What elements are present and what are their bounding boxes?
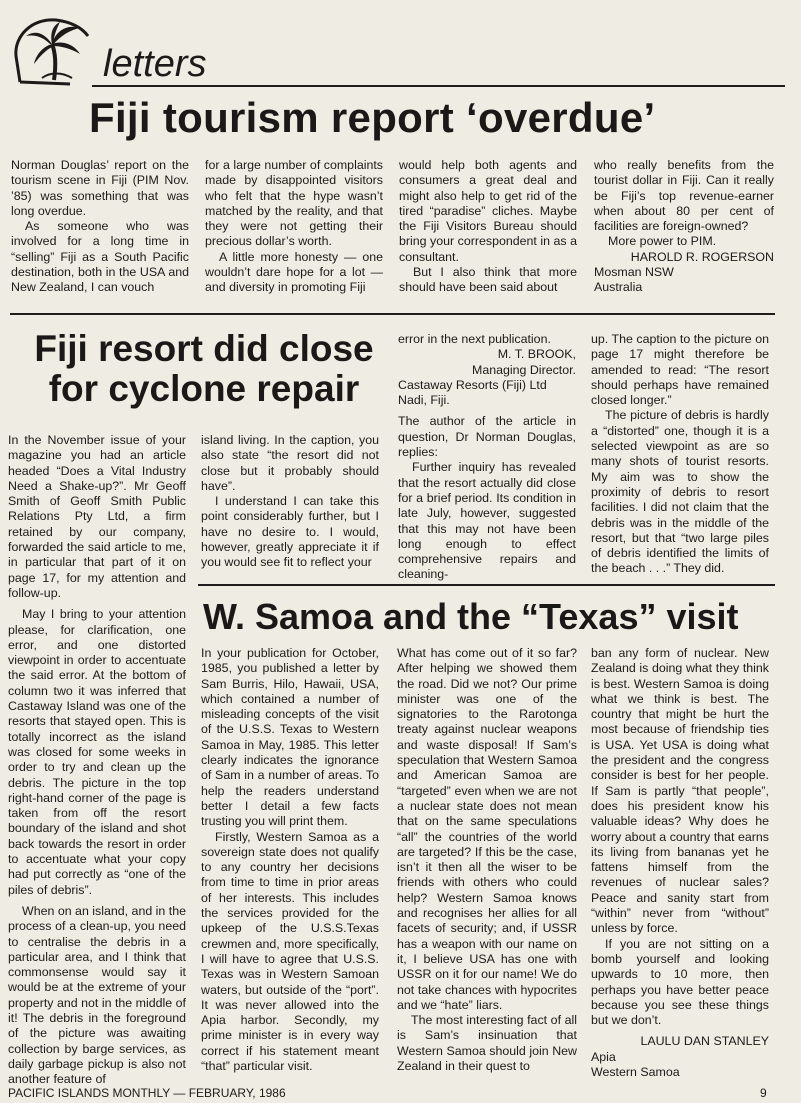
signature-line: Apia [591,1049,616,1064]
page-number: 9 [760,1086,767,1100]
section-rule [92,85,785,87]
paragraph: The author of the article in question, Dr Norman Douglas, replies: [398,414,576,460]
paragraph: A little more honesty — one wouldn’t dare hope for a lot — and diversity in promoting Fiji [205,249,383,295]
article-divider [198,584,775,586]
signature-name: HAROLD R. ROGERSON [630,249,774,264]
article-divider [10,313,775,315]
article2-column-4 [591,332,769,574]
paragraph: In the November issue of your magazine you had an article headed “Does a Vital Industry Need a Shake-up?”. Mr Geoff Smith of Geoff Smith Public Relations Pty Ltd, a firm retained by our company, forwarded the said article to me, in particular that part of it on page 17, for my attention and follow-up. [8,433,186,600]
section-header [10,14,785,86]
paragraph: If you are not sitting on a bomb yourself and looking upwards to 10 more, then perhaps you have better peace because you see these things but we don’t. [591,936,769,1028]
signature-org: Castaway Resorts (Fiji) Ltd [398,377,547,392]
paragraph: Further inquiry has revealed that the resort actually did close for a brief period. Its condition in late July, however, suggested that this may not have been long enough to effect comprehensive repairs and cleaning- [398,460,576,582]
article2-column-2 [201,433,379,573]
paragraph: The picture of debris is hardly a “distorted” one, though it is a selected viewpoint as are so many shots of tourist resorts. My aim was to show the proximity of debris to resort facilities. I did not claim that the debris was in the middle of the resort, but that “two large piles of debris identified the limits of the beach . . .” They did. [591,408,769,576]
paragraph: ban any form of nuclear. New Zealand is doing what they think is best. Western Samoa is doing what we think is best. The country that might be hurt the most because of friendship ties is USA. Yet USA is doing what the president and the congress consider is best for her people. If Sam is partly “that people”, does his president know his valuable ideas? Why does he worry about a country that earns its living from bananas yet he fattens himself from the revenues of nuclear sales? Peace and sanity start from “within” never from “without” unless by force. [591,646,769,936]
article3-headline: W. Samoa and the “Texas” visit [203,596,739,637]
paragraph: May I bring to your attention please, for clarification, one error, and one distorted viewpoint in order to accentuate the said error. At the bottom of column two it was inferred that Castaway Island was one of the resorts that stayed open. This is totally incorrect as the island was closed for some weeks in order to try and clean up the debris. The picture in the top right-hand corner of the page is taken from off the resort boundary of the island and shot back towards the resort in order to accentuate what your copy had put correctly as “one of the piles of debris”. [8,607,186,897]
paragraph: Firstly, Western Samoa as a sovereign state does not qualify to any country her decisions from time to time in prior areas of her interests. This includes the services provided for the upkeep of the U.S.S.Texas crewmen and, more specifically, I will have to agree that U.S.S. Texas was in Western Samoan waters, but outside of the “port”. It was never allowed into the Apia harbor. Secondly, my prime minister is in every way correct if his statement meant “that” particular visit. [201,829,379,1074]
paragraph: who really benefits from the tourist dollar in Fiji. Can it really be Fiji’s top revenue-earner when about 80 per cent of facilities are foreign-owned? [594,158,774,234]
paragraph: In your publication for October, 1985, you published a letter by Sam Burris, Hilo, Hawaii, USA, which contained a number of misleading concepts of the visit of the U.S.S. Texas to Western Samoa in May, 1985. This letter clearly indicates the ignorance of Sam in a number of areas. To help the readers understand better I detail a few facts trusting you will print them. [201,646,379,829]
signature-line: Western Samoa [591,1065,680,1080]
article3-column-3 [591,646,769,1080]
signature-place: Nadi, Fiji. [398,393,450,408]
paragraph: When on an island, and in the process of a clean-up, you need to centralise the debris in a particular area, and I think that commonsense would say it would be at the extreme of your property and not in the middle of it! The debris in the foreground of the picture was awaiting collection by barge services, as daily garbage pickup is also not another feature of [8,903,186,1087]
article1-column-3 [399,158,577,298]
article3-column-1 [201,646,379,1080]
paragraph: up. The caption to the picture on page 17 might therefore be amended to read: “The resort should perhaps have remained closed longer.” [591,332,769,408]
signature-line: Australia [594,280,643,295]
article2-headline-line-2: for cyclone repair [48,368,360,409]
section-label: letters [103,43,207,85]
paragraph: would help both agents and consumers a great deal and might also help to get rid of the tired “paradise” cliches. Maybe the Fiji Visitors Bureau should bring your correspondent in as a consultant. [399,158,577,264]
article1-column-2 [205,158,383,298]
palm-tree-logo-icon [10,14,100,86]
paragraph: What has come out of it so far? After helping we showed them the road. Did we not? Our prime minister was one of the signatories to the Rarotonga treaty against nuclear weapons and waste disposal! If Sam’s speculation that Western Samoa and American Samoa are “targeted” even when we are not a nuclear state does not mean that on the same speculations “all” the countries of the world are targeted? If this be the case, isn’t it then all the wiser to be friends with others who could help? Western Samoa knows and recognises her allies for all facets of security; and, if USSR has a weapon with our name on it, I believe USA has one with USSR on it for our name! We do not take chances with hypocrites and we “hate” liars. [397,646,577,1012]
paragraph: island living. In the caption, you also state “the resort did not close but it probably should have”. [201,433,379,493]
article1-headline: Fiji tourism report ‘overdue’ [89,94,656,141]
paragraph: for a large number of complaints made by disappointed visitors who felt that the hype wasn’t matched by the reality, and that they were not getting their precious dollar’s worth. [205,158,383,249]
paragraph: The most interesting fact of all is Sam’s insinuation that Western Samoa should join New Zealand in their quest to [397,1013,577,1074]
paragraph: More power to PIM. [608,234,717,249]
paragraph: But I also think that more should have been said about [399,265,577,295]
paragraph: As someone who was involved for a long time in “selling” Fiji as a South Pacific destination, both in the USA and New Zealand, I can vouch [11,219,189,295]
paragraph: I understand I can take this point considerably further, but I have no desire to. I would, however, greatly appreciate it if you would see fit to reflect your [201,494,379,570]
signature-name: LAULU DAN STANLEY [640,1034,769,1049]
article1-column-1 [11,158,189,298]
article2-column-3 [398,332,576,582]
article1-column-4 [594,158,774,298]
paragraph: Norman Douglas’ report on the tourism scene in Fiji (PIM Nov. ’85) was something that was long overdue. [11,158,189,218]
signature-title: Managing Director. [472,362,576,377]
paragraph: error in the next publication. [398,332,551,346]
signature-name: M. T. BROOK, [497,347,576,362]
signature-line: Mosman NSW [594,265,674,280]
article2-column-1 [8,433,186,1085]
article3-column-2 [397,646,577,1080]
footer-masthead: PACIFIC ISLANDS MONTHLY — FEBRUARY, 1986 [8,1086,286,1100]
article2-headline-line-1: Fiji resort did close [34,328,374,369]
